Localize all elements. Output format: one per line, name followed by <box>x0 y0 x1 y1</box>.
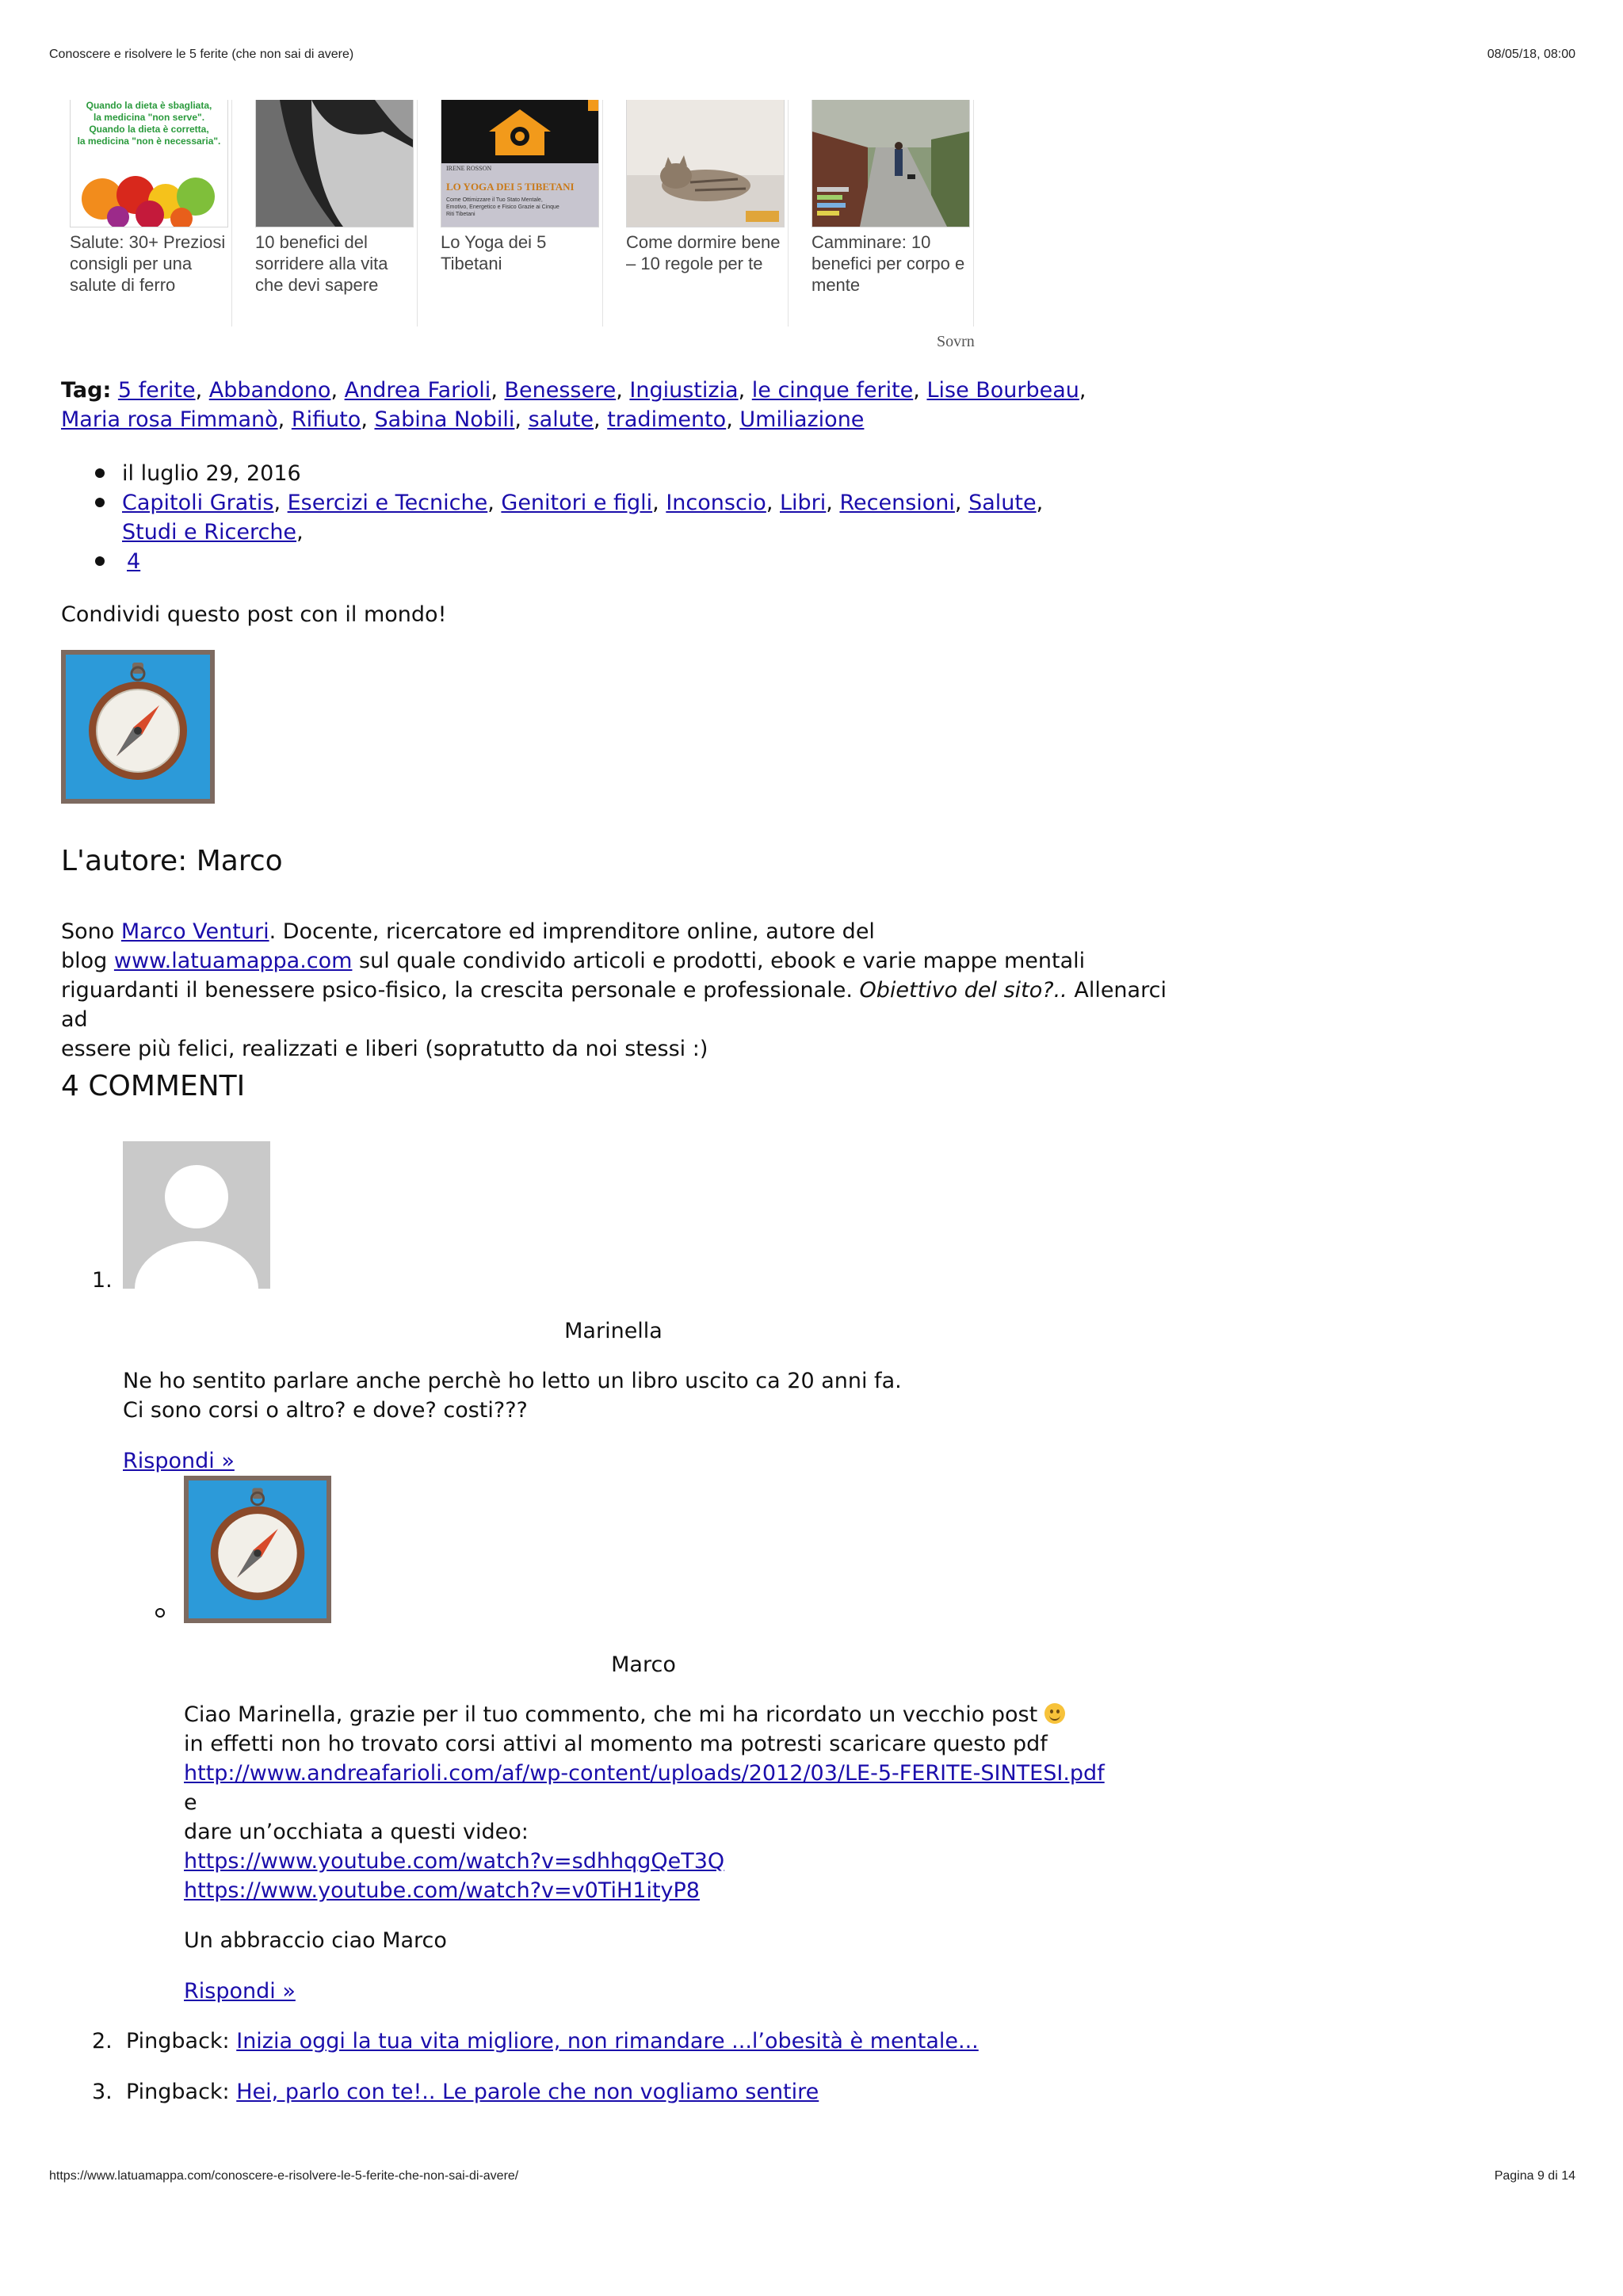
list-bullet <box>95 556 105 566</box>
post-date: il luglio 29, 2016 <box>122 461 301 486</box>
related-card[interactable] <box>433 100 603 327</box>
list-bullet <box>95 498 105 507</box>
pingback-item: 2. Pingback: Inizia oggi la tua vita migliore, non rimandare ...l’obesità è mentale... <box>92 2029 979 2053</box>
default-avatar-icon <box>123 1141 270 1289</box>
fruit-image <box>71 155 227 227</box>
comment-author: Marinella <box>564 1319 663 1343</box>
related-thumbnail[interactable]: Quando la dieta è sbagliata, la medicina "non serve". Quando la dieta è corretta, la medicina "non è necessaria". <box>70 100 228 227</box>
category-link[interactable]: Recensioni <box>839 491 955 515</box>
tag-link[interactable]: Abbandono <box>208 378 331 403</box>
related-caption[interactable]: Salute: 30+ Preziosi consigli per una salute di ferro <box>70 232 226 295</box>
category-link[interactable]: Capitoli Gratis <box>122 491 274 515</box>
tag-link[interactable]: Andrea Farioli <box>344 378 491 403</box>
comments-heading: 4 COMMENTI <box>61 1070 246 1102</box>
related-card[interactable] <box>618 100 789 327</box>
tag-link[interactable]: Rifiuto <box>291 407 361 432</box>
category-link[interactable]: Studi e Ricerche <box>122 520 297 544</box>
tag-link[interactable]: Ingiustizia <box>629 378 739 403</box>
related-card[interactable] <box>62 100 232 327</box>
author-heading: L'autore: Marco <box>61 845 283 877</box>
tag-link[interactable]: salute <box>528 407 594 432</box>
related-card[interactable] <box>247 100 418 327</box>
tag-link[interactable]: Sabina Nobili <box>374 407 515 432</box>
sleeping-cat-image <box>627 100 784 227</box>
walking-path-image <box>812 100 969 227</box>
compass-icon <box>189 1480 327 1618</box>
tag-link[interactable]: tradimento <box>607 407 727 432</box>
reply-closing: Un abbraccio ciao Marco <box>184 1928 447 1953</box>
category-link[interactable]: Inconscio <box>666 491 766 515</box>
category-link[interactable]: Salute <box>968 491 1037 515</box>
print-footer-url: https://www.latuamappa.com/conoscere-e-risolvere-le-5-ferite-che-non-sai-di-avere/ <box>49 2169 519 2183</box>
tags-label: Tag: <box>61 378 112 403</box>
smiling-woman-image <box>256 100 413 227</box>
tag-link[interactable]: Benessere <box>504 378 617 403</box>
tag-link[interactable]: le cinque ferite <box>751 378 914 403</box>
pingback-link[interactable]: Hei, parlo con te!.. Le parole che non vogliamo sentire <box>236 2080 819 2104</box>
tag-link[interactable]: Lise Bourbeau <box>926 378 1079 403</box>
tags-section: Tag: 5 ferite, Abbandono, Andrea Farioli, Benessere, Ingiustizia, le cinque ferite, Lise Bourbeau, Maria rosa Fimmanò, Rifiuto, Sabina Nobili, salute, tradimento, Umiliazione <box>61 378 1086 432</box>
yoga-book-image <box>441 100 598 163</box>
print-footer-page: Pagina 9 di 14 <box>1494 2169 1575 2183</box>
reply-link[interactable]: Rispondi » <box>123 1449 235 1473</box>
compass-icon <box>66 655 210 799</box>
list-bullet-hollow <box>155 1608 165 1618</box>
print-header-datetime: 08/05/18, 08:00 <box>1487 48 1575 61</box>
comment-number: 1. <box>92 1268 113 1293</box>
related-thumbnail[interactable] <box>255 100 414 227</box>
avatar <box>123 1141 270 1289</box>
video-link[interactable]: https://www.youtube.com/watch?v=v0TiH1ityP8 <box>184 1878 700 1903</box>
pingback-item: 3. Pingback: Hei, parlo con te!.. Le parole che non vogliamo sentire <box>92 2080 819 2104</box>
category-link[interactable]: Genitori e figli <box>501 491 653 515</box>
comment-body: Ne ho sentito parlare anche perchè ho letto un libro uscito ca 20 anni fa. Ci sono corsi o altro? e dove? costi??? <box>123 1369 902 1423</box>
share-text: Condividi questo post con il mondo! <box>61 602 447 627</box>
related-thumbnail[interactable]: IRENE ROSSON LO YOGA DEI 5 TIBETANI Come Ottimizzare il Tuo Stato Mentale, Emotivo, Energetico e Fisico Grazie ai Cinque Riti Tibetani <box>441 100 599 227</box>
related-caption[interactable]: Camminare: 10 benefici per corpo e mente <box>812 232 965 295</box>
reply-body: Ciao Marinella, grazie per il tuo commento, che mi ha ricordato un vecchio post in effetti non ho trovato corsi attivi al momento ma potresti scaricare questo pdf http://www.andreafarioli.com/af/wp-content/uploads/2012/03/LE-5-FERITE-SINTESI.pdf e dare un’occhiata a questi video: https://www.youtube.com/watch?v=sdhhqgQeT3Q https://www.youtube.com/watch?v=v0TiH1ityP8 <box>184 1702 1105 1903</box>
author-name-link[interactable]: Marco Venturi <box>120 919 269 944</box>
list-bullet <box>95 468 105 478</box>
comments-count-link[interactable]: 4 <box>127 549 141 574</box>
category-link[interactable]: Esercizi e Tecniche <box>287 491 488 515</box>
reply-link[interactable]: Rispondi » <box>184 1979 296 2004</box>
smile-emoji-icon <box>1044 1703 1065 1724</box>
author-bio: Sono Marco Venturi. Docente, ricercatore ed imprenditore online, autore del blog www.latuamappa.com sul quale condivido articoli e prodotti, ebook e varie mappe mentali riguardanti il benessere psico-fisico, la crescita personale e professionale. Obiettivo del sito?.. Allenarci ad essere più felici, realizzati e liberi (sopratutto da noi stessi :) <box>61 919 1167 1061</box>
tag-link[interactable]: Umiliazione <box>739 407 865 432</box>
pingback-link[interactable]: Inizia oggi la tua vita migliore, non rimandare ...l’obesità è mentale... <box>236 2029 979 2053</box>
share-compass-image[interactable] <box>61 650 215 804</box>
related-caption[interactable]: Lo Yoga dei 5 Tibetani <box>441 232 547 273</box>
related-caption[interactable]: Come dormire bene – 10 regole per te <box>626 232 781 273</box>
post-categories: Capitoli Gratis, Esercizi e Tecniche, Genitori e figli, Inconscio, Libri, Recensioni, Salute, Studi e Ricerche, <box>122 491 1044 544</box>
category-link[interactable]: Libri <box>780 491 827 515</box>
author-site-link[interactable]: www.latuamappa.com <box>113 949 353 973</box>
tag-link[interactable]: 5 ferite <box>117 378 196 403</box>
pdf-link[interactable]: http://www.andreafarioli.com/af/wp-content/uploads/2012/03/LE-5-FERITE-SINTESI.pdf <box>184 1761 1105 1786</box>
related-caption[interactable]: 10 benefici del sorridere alla vita che devi sapere <box>255 232 388 295</box>
reply-avatar <box>184 1476 331 1623</box>
related-card[interactable] <box>804 100 974 327</box>
sovrn-brand: Sovrn <box>937 333 975 350</box>
tag-link[interactable]: Maria rosa Fimmanò <box>61 407 278 432</box>
related-thumbnail[interactable] <box>812 100 970 227</box>
reply-author: Marco <box>611 1652 676 1677</box>
print-header-title: Conoscere e risolvere le 5 ferite (che non sai di avere) <box>49 48 354 61</box>
related-thumbnail[interactable] <box>626 100 785 227</box>
video-link[interactable]: https://www.youtube.com/watch?v=sdhhqgQeT3Q <box>184 1849 725 1874</box>
